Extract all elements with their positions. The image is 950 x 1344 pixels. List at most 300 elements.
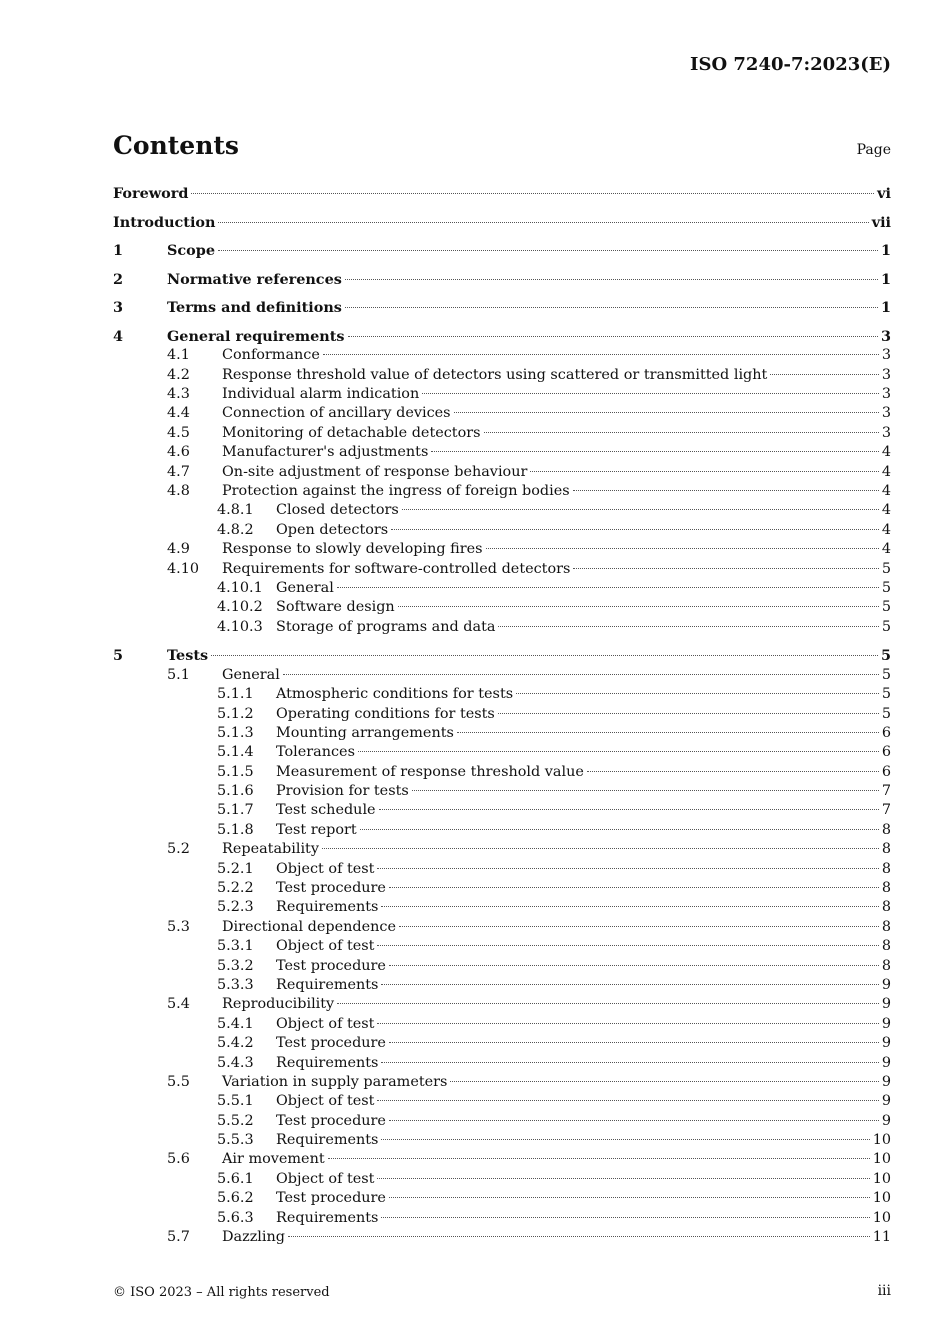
toc-page-number: 9 <box>881 1112 891 1129</box>
document-id-header: ISO 7240-7:2023(E) <box>690 54 891 75</box>
dot-leader <box>377 868 878 869</box>
toc-row[interactable] <box>113 1209 891 1228</box>
toc-number: 5.2 <box>167 841 190 858</box>
dot-leader <box>389 887 879 888</box>
toc-title: Introduction <box>113 213 216 231</box>
toc-entry <box>276 705 891 724</box>
toc-title: Repeatability <box>222 841 319 858</box>
toc-row[interactable] <box>113 540 891 559</box>
page-title: Contents <box>113 131 240 160</box>
dot-leader <box>391 529 879 530</box>
toc-page-number: 5 <box>880 647 891 665</box>
toc-row[interactable] <box>113 743 891 762</box>
toc-number: 4.8 <box>167 483 190 500</box>
toc-title: Requirements <box>276 976 379 993</box>
toc-page-number: 1 <box>880 299 891 317</box>
toc-row[interactable] <box>113 879 891 898</box>
toc-row[interactable] <box>113 1228 891 1247</box>
toc-entry <box>113 184 891 203</box>
toc-row[interactable] <box>113 1189 891 1208</box>
toc-entry <box>222 443 891 462</box>
dot-leader <box>399 926 879 927</box>
table-of-contents <box>113 184 891 1247</box>
dot-leader <box>587 771 879 772</box>
dot-leader <box>389 1197 870 1198</box>
toc-title: Test procedure <box>276 1035 386 1052</box>
toc-title: Requirements for software-controlled detectors <box>222 560 571 577</box>
toc-row[interactable] <box>113 1034 891 1053</box>
dot-leader <box>218 222 868 223</box>
toc-title: Mounting arrangements <box>276 724 454 741</box>
dot-leader <box>389 965 879 966</box>
toc-row[interactable] <box>113 1054 891 1073</box>
dot-leader <box>770 374 879 375</box>
toc-title: Terms and definitions <box>167 299 342 317</box>
toc-title: Manufacturer's adjustments <box>222 444 429 461</box>
toc-page-number: 7 <box>881 783 891 800</box>
toc-number: 4.6 <box>167 444 190 461</box>
toc-page-number: vii <box>871 213 891 231</box>
toc-title: General <box>222 666 280 683</box>
toc-page-number: 6 <box>881 724 891 741</box>
dot-leader <box>573 490 879 491</box>
toc-number: 5.2.2 <box>217 880 254 897</box>
toc-title: Atmospheric conditions for tests <box>276 686 514 703</box>
toc-entry <box>222 346 891 365</box>
toc-title: Response threshold value of detectors using scattered or transmitted light <box>222 366 768 383</box>
toc-page-number: 3 <box>881 405 891 422</box>
page-number: iii <box>877 1283 891 1299</box>
dot-leader <box>381 1217 869 1218</box>
toc-entry <box>276 1209 891 1228</box>
toc-entry <box>276 521 891 540</box>
toc-title: Object of test <box>276 1015 375 1032</box>
toc-number: 4.10.3 <box>217 618 263 635</box>
toc-page-number: 3 <box>881 424 891 441</box>
toc-row[interactable] <box>113 801 891 820</box>
toc-row[interactable] <box>113 463 891 482</box>
toc-entry <box>167 646 891 665</box>
dot-leader <box>422 393 879 394</box>
toc-page-number: 9 <box>881 1073 891 1090</box>
toc-entry <box>276 879 891 898</box>
toc-number: 5.3.2 <box>217 957 254 974</box>
toc-page-number: 8 <box>881 860 891 877</box>
dot-leader <box>450 1081 878 1082</box>
toc-page-number: vi <box>877 185 891 202</box>
toc-row[interactable] <box>113 685 891 704</box>
dot-leader <box>345 279 878 280</box>
toc-title: Protection against the ingress of foreign bodies <box>222 483 570 500</box>
toc-title: Software design <box>276 599 395 616</box>
toc-entry <box>276 937 891 956</box>
toc-page-number: 4 <box>881 463 891 480</box>
toc-page-number: 3 <box>880 327 891 345</box>
toc-number: 5.6.1 <box>217 1170 254 1187</box>
dot-leader <box>345 307 878 308</box>
dot-leader <box>348 336 878 337</box>
toc-entry <box>276 724 891 743</box>
toc-entry <box>222 424 891 443</box>
dot-leader <box>484 432 879 433</box>
toc-title: Requirements <box>276 1209 379 1226</box>
dot-leader <box>337 587 879 588</box>
toc-title: Conformance <box>222 347 320 364</box>
toc-page-number: 8 <box>881 821 891 838</box>
toc-entry <box>222 540 891 559</box>
toc-title: Requirements <box>276 1132 379 1149</box>
dot-leader <box>516 693 879 694</box>
toc-entry <box>276 1112 891 1131</box>
toc-entry <box>167 298 891 317</box>
toc-row[interactable] <box>113 327 891 346</box>
dot-leader <box>381 1139 869 1140</box>
toc-number: 5.3 <box>167 918 190 935</box>
toc-number: 5.6.2 <box>217 1190 254 1207</box>
toc-number: 5.3.1 <box>217 938 254 955</box>
toc-row[interactable] <box>113 724 891 743</box>
toc-row[interactable] <box>113 346 891 365</box>
toc-number: 5.5.3 <box>217 1132 254 1149</box>
toc-entry <box>113 213 891 232</box>
dot-leader <box>498 713 879 714</box>
toc-title: Monitoring of detachable detectors <box>222 424 481 441</box>
dot-leader <box>337 1003 879 1004</box>
toc-page-number: 7 <box>881 802 891 819</box>
copyright-notice: © ISO 2023 – All rights reserved <box>113 1285 330 1300</box>
toc-number: 5.4.2 <box>217 1035 254 1052</box>
toc-row[interactable] <box>113 1150 891 1169</box>
toc-number: 5.5.1 <box>217 1093 254 1110</box>
toc-page-number: 5 <box>881 666 891 683</box>
toc-page-number: 10 <box>872 1132 891 1149</box>
toc-title: Requirements <box>276 899 379 916</box>
dot-leader <box>358 751 879 752</box>
toc-number: 4.10 <box>167 560 200 577</box>
toc-page-number: 5 <box>881 599 891 616</box>
toc-page-number: 4 <box>881 502 891 519</box>
toc-number: 5.2.1 <box>217 860 254 877</box>
toc-row[interactable] <box>113 1170 891 1189</box>
toc-page-number: 9 <box>881 1015 891 1032</box>
toc-entry <box>276 801 891 820</box>
toc-row[interactable] <box>113 1092 891 1111</box>
toc-row[interactable] <box>113 579 891 598</box>
toc-page-number: 10 <box>872 1190 891 1207</box>
toc-page-number: 8 <box>881 957 891 974</box>
toc-entry <box>276 598 891 617</box>
toc-number: 5.5 <box>167 1073 190 1090</box>
dot-leader <box>389 1042 879 1043</box>
toc-page-number: 4 <box>881 541 891 558</box>
toc-title: Response to slowly developing fires <box>222 541 483 558</box>
toc-row[interactable] <box>113 666 891 685</box>
toc-number: 5.1.1 <box>217 686 254 703</box>
toc-row[interactable] <box>113 840 891 859</box>
toc-page-number: 6 <box>881 744 891 761</box>
toc-entry <box>222 1073 891 1092</box>
toc-number: 5.6 <box>167 1151 190 1168</box>
dot-leader <box>454 412 879 413</box>
toc-row[interactable] <box>113 763 891 782</box>
toc-title: On-site adjustment of response behaviour <box>222 463 528 480</box>
toc-entry <box>222 385 891 404</box>
toc-title: Object of test <box>276 938 375 955</box>
dot-leader <box>412 790 879 791</box>
toc-number: 5.1.6 <box>217 783 254 800</box>
toc-row[interactable] <box>113 918 891 937</box>
dot-leader <box>530 471 878 472</box>
dot-leader <box>381 906 878 907</box>
dot-leader <box>573 568 878 569</box>
dot-leader <box>360 829 879 830</box>
toc-page-number: 3 <box>881 386 891 403</box>
dot-leader <box>402 509 879 510</box>
toc-number: 4.1 <box>167 347 190 364</box>
toc-title: Individual alarm indication <box>222 386 420 403</box>
toc-entry <box>276 1034 891 1053</box>
dot-leader <box>381 1062 878 1063</box>
toc-row[interactable] <box>113 618 891 637</box>
dot-leader <box>211 655 878 656</box>
toc-page-number: 5 <box>881 560 891 577</box>
toc-entry <box>276 957 891 976</box>
toc-title: Tests <box>167 647 209 665</box>
toc-row[interactable] <box>113 598 891 617</box>
toc-row[interactable] <box>113 995 891 1014</box>
toc-page-number: 11 <box>872 1229 891 1246</box>
toc-number: 5.1.7 <box>217 802 254 819</box>
toc-title: Test procedure <box>276 957 386 974</box>
toc-number: 5.3.3 <box>217 976 254 993</box>
toc-row[interactable] <box>113 898 891 917</box>
toc-page-number: 8 <box>881 880 891 897</box>
toc-page-number: 9 <box>881 1054 891 1071</box>
toc-number: 4 <box>113 327 124 345</box>
dot-leader <box>283 674 879 675</box>
toc-entry <box>222 1150 891 1169</box>
toc-page-number: 9 <box>881 996 891 1013</box>
toc-row[interactable] <box>113 976 891 995</box>
toc-row[interactable] <box>113 782 891 801</box>
dot-leader <box>322 848 879 849</box>
toc-row[interactable] <box>113 957 891 976</box>
toc-row[interactable] <box>113 298 891 317</box>
dot-leader <box>323 354 879 355</box>
toc-row[interactable] <box>113 270 891 289</box>
toc-page-number: 5 <box>881 579 891 596</box>
toc-number: 5.4 <box>167 996 190 1013</box>
toc-title: Storage of programs and data <box>276 618 496 635</box>
dot-leader <box>398 606 879 607</box>
dot-leader <box>288 1236 870 1237</box>
toc-number: 4.5 <box>167 424 190 441</box>
toc-number: 5.4.3 <box>217 1054 254 1071</box>
toc-row[interactable] <box>113 860 891 879</box>
toc-entry <box>276 976 891 995</box>
toc-number: 4.8.1 <box>217 502 254 519</box>
dot-leader <box>486 548 879 549</box>
toc-entry <box>276 501 891 520</box>
toc-entry <box>167 270 891 289</box>
toc-number: 5.1.5 <box>217 763 254 780</box>
toc-title: Directional dependence <box>222 918 396 935</box>
toc-title: Foreword <box>113 185 189 202</box>
toc-page-number: 5 <box>881 686 891 703</box>
toc-page-number: 9 <box>881 1093 891 1110</box>
toc-page-number: 8 <box>881 918 891 935</box>
dot-leader <box>377 1100 878 1101</box>
toc-number: 4.2 <box>167 366 190 383</box>
toc-number: 4.10.2 <box>217 599 263 616</box>
toc-entry <box>276 1054 891 1073</box>
toc-entry <box>276 685 891 704</box>
toc-row[interactable] <box>113 1073 891 1092</box>
toc-row[interactable] <box>113 1131 891 1150</box>
toc-page-number: 4 <box>881 521 891 538</box>
toc-title: Variation in supply parameters <box>222 1073 448 1090</box>
toc-row[interactable] <box>113 560 891 579</box>
toc-entry <box>276 860 891 879</box>
toc-entry <box>276 821 891 840</box>
dot-leader <box>328 1158 870 1159</box>
toc-row[interactable] <box>113 424 891 443</box>
toc-title: Connection of ancillary devices <box>222 405 451 422</box>
dot-leader <box>377 1023 878 1024</box>
toc-row[interactable] <box>113 1112 891 1131</box>
toc-entry <box>222 840 891 859</box>
dot-leader <box>431 451 878 452</box>
toc-page-number: 10 <box>872 1151 891 1168</box>
toc-title: Test schedule <box>276 802 376 819</box>
toc-title: Test procedure <box>276 1112 386 1129</box>
toc-number: 5.4.1 <box>217 1015 254 1032</box>
toc-number: 4.7 <box>167 463 190 480</box>
toc-title: Requirements <box>276 1054 379 1071</box>
toc-title: Tolerances <box>276 744 355 761</box>
toc-page-number: 8 <box>881 938 891 955</box>
dot-leader <box>191 193 874 194</box>
dot-leader <box>379 809 879 810</box>
toc-number: 4.3 <box>167 386 190 403</box>
toc-title: General requirements <box>167 327 345 345</box>
toc-number: 5.1 <box>167 666 190 683</box>
toc-row[interactable] <box>113 482 891 501</box>
toc-page-number: 8 <box>881 841 891 858</box>
toc-row[interactable] <box>113 241 891 260</box>
toc-title: Open detectors <box>276 521 389 538</box>
toc-row[interactable] <box>113 521 891 540</box>
toc-entry <box>276 743 891 762</box>
toc-entry <box>276 1015 891 1034</box>
toc-title: Object of test <box>276 1170 375 1187</box>
toc-page-number: 10 <box>872 1209 891 1226</box>
toc-page-number: 8 <box>881 899 891 916</box>
toc-title: Air movement <box>222 1151 325 1168</box>
dot-leader <box>377 1178 869 1179</box>
toc-number: 5.1.3 <box>217 724 254 741</box>
dot-leader <box>498 626 878 627</box>
toc-entry <box>222 404 891 423</box>
toc-row[interactable] <box>113 213 891 232</box>
toc-entry <box>276 579 891 598</box>
toc-row[interactable] <box>113 404 891 423</box>
toc-entry <box>276 898 891 917</box>
toc-page-number: 1 <box>880 270 891 288</box>
toc-title: General <box>276 579 334 596</box>
toc-entry <box>276 782 891 801</box>
toc-page-number: 9 <box>881 976 891 993</box>
toc-row[interactable] <box>113 501 891 520</box>
toc-entry <box>276 1131 891 1150</box>
toc-number: 5.1.2 <box>217 705 254 722</box>
toc-page-number: 4 <box>881 444 891 461</box>
toc-entry <box>167 241 891 260</box>
dot-leader <box>457 732 879 733</box>
toc-row[interactable] <box>113 937 891 956</box>
toc-page-number: 6 <box>881 763 891 780</box>
toc-page-number: 10 <box>872 1170 891 1187</box>
toc-title: Reproducibility <box>222 996 335 1013</box>
dot-leader <box>377 945 878 946</box>
toc-row[interactable] <box>113 646 891 665</box>
toc-title: Operating conditions for tests <box>276 705 495 722</box>
toc-page-number: 3 <box>881 347 891 364</box>
toc-entry <box>222 995 891 1014</box>
toc-entry <box>276 618 891 637</box>
toc-number: 5.2.3 <box>217 899 254 916</box>
toc-entry <box>276 1170 891 1189</box>
toc-title: Normative references <box>167 270 342 288</box>
toc-page-number: 4 <box>881 483 891 500</box>
toc-row[interactable] <box>113 1015 891 1034</box>
toc-number: 4.8.2 <box>217 521 254 538</box>
toc-page-number: 5 <box>881 705 891 722</box>
toc-row[interactable] <box>113 705 891 724</box>
toc-title: Test report <box>276 821 357 838</box>
toc-row[interactable] <box>113 385 891 404</box>
toc-entry <box>222 560 891 579</box>
toc-row[interactable] <box>113 184 891 203</box>
toc-row[interactable] <box>113 366 891 385</box>
toc-number: 5 <box>113 647 124 665</box>
toc-number: 5.1.4 <box>217 744 254 761</box>
toc-title: Dazzling <box>222 1229 285 1246</box>
toc-title: Test procedure <box>276 1190 386 1207</box>
toc-number: 4.9 <box>167 541 190 558</box>
toc-title: Closed detectors <box>276 502 399 519</box>
toc-title: Object of test <box>276 1093 375 1110</box>
toc-number: 2 <box>113 270 124 288</box>
toc-page-number: 1 <box>880 242 891 260</box>
toc-entry <box>276 1189 891 1208</box>
toc-entry <box>276 763 891 782</box>
toc-number: 3 <box>113 299 124 317</box>
toc-entry <box>222 463 891 482</box>
dot-leader <box>218 250 878 251</box>
toc-row[interactable] <box>113 821 891 840</box>
toc-entry <box>167 327 891 346</box>
toc-row[interactable] <box>113 443 891 462</box>
toc-title: Measurement of response threshold value <box>276 763 584 780</box>
toc-entry <box>276 1092 891 1111</box>
toc-number: 5.7 <box>167 1229 190 1246</box>
page-column-label: Page <box>856 142 891 158</box>
toc-title: Provision for tests <box>276 783 409 800</box>
dot-leader <box>389 1120 879 1121</box>
toc-number: 5.5.2 <box>217 1112 254 1129</box>
toc-number: 1 <box>113 242 124 260</box>
